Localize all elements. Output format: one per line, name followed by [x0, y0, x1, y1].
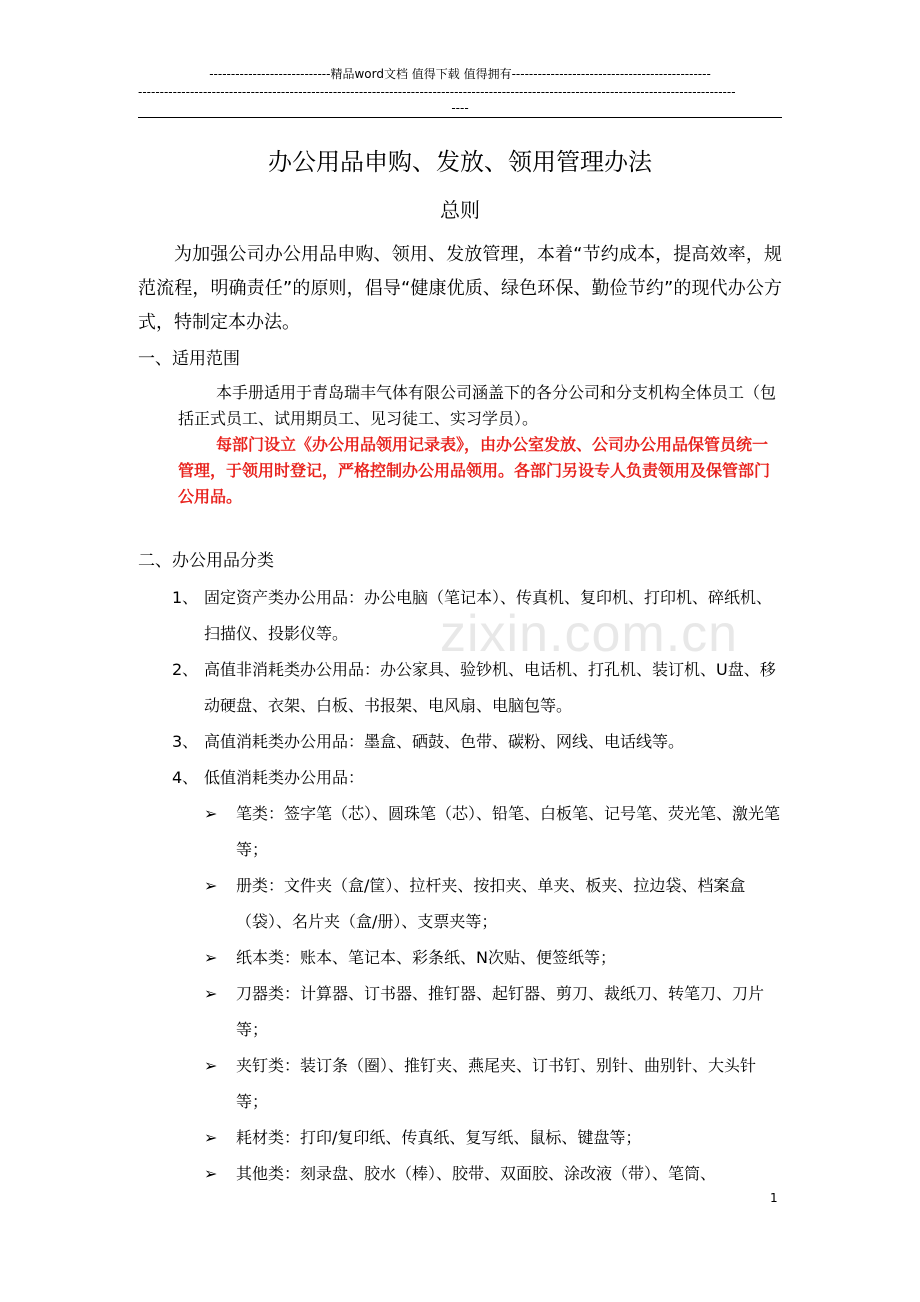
bullet-text: 耗材类：打印/复印纸、传真纸、复写纸、鼠标、键盘等； — [236, 1128, 642, 1147]
page-number: 1 — [770, 1191, 778, 1205]
document-title: 办公用品申购、发放、领用管理办法 — [268, 148, 652, 176]
header-banner: ----------------------------精品word文档 值得下载 值得拥有---------------------------------------------- — [209, 67, 711, 81]
item-number: 2、 — [172, 660, 199, 679]
arrow-bullet-icon: ➢ — [204, 1128, 218, 1147]
section1-record-paragraph: 每部门设立《办公用品领用记录表》，由办公室发放、公司办公用品保管员统一管理，于领用时登记，严格控制办公用品领用。各部门另设专人负责领用及保管部门公用品。 — [178, 435, 771, 506]
arrow-bullet-icon: ➢ — [204, 804, 218, 823]
intro-paragraph: 为加强公司办公用品申购、领用、发放管理，本着“节约成本，提高效率，规范流程，明确责任”的原则，倡导“健康优质、绿色环保、勤俭节约”的现代办公方式，特制定本办法。 — [138, 244, 782, 333]
header-rule — [138, 117, 782, 118]
item-number: 4、 — [172, 768, 199, 787]
section1-heading: 一、适用范围 — [138, 349, 240, 369]
item-text: 高值非消耗类办公用品：办公家具、验钞机、电话机、打孔机、装订机、U盘、移动硬盘、衣架、白板、书报架、电风扇、电脑包等。 — [204, 660, 776, 715]
bullet-text: 笔类：签字笔（芯）、圆珠笔（芯）、铅笔、白板笔、记号笔、荧光笔、激光笔等； — [236, 804, 781, 859]
arrow-bullet-icon: ➢ — [204, 1056, 218, 1075]
item-text: 低值消耗类办公用品： — [204, 768, 365, 787]
bullet-text: 其他类：刻录盘、胶水（棒）、胶带、双面胶、涂改液（带）、笔筒、 — [236, 1164, 717, 1183]
section-general: 总则 — [440, 198, 480, 222]
item-number: 3、 — [172, 732, 199, 751]
section2-heading: 二、办公用品分类 — [138, 551, 274, 571]
item-number: 1、 — [172, 588, 199, 607]
header-dashes: ------------------------------------------------------------------------------------------------------------------------------------------ — [138, 85, 736, 99]
arrow-bullet-icon: ➢ — [204, 1164, 218, 1183]
bullet-text: 纸本类：账本、笔记本、彩条纸、N次贴、便签纸等； — [236, 948, 616, 967]
header-dashes-tail: ---- — [451, 101, 469, 115]
arrow-bullet-icon: ➢ — [204, 948, 218, 967]
bullet-text: 册类：文件夹（盒/筐）、拉杆夹、按扣夹、单夹、板夹、拉边袋、档案盒（袋）、名片夹（盒/册）、支票夹等； — [236, 876, 746, 931]
arrow-bullet-icon: ➢ — [204, 876, 218, 895]
watermark: zixin.com.cn — [440, 605, 739, 663]
bullet-text: 夹钉类：装订条（圈）、推钉夹、燕尾夹、订书钉、别针、曲别针、大头针等； — [236, 1056, 757, 1111]
bullet-text: 刀器类：计算器、订书器、推钉器、起钉器、剪刀、裁纸刀、转笔刀、刀片等； — [236, 984, 765, 1039]
arrow-bullet-icon: ➢ — [204, 984, 218, 1003]
item-text: 固定资产类办公用品：办公电脑（笔记本）、传真机、复印机、打印机、碎纸机、扫描仪、投影仪等。 — [204, 588, 773, 643]
section1-scope-paragraph: 本手册适用于青岛瑞丰气体有限公司涵盖下的各分公司和分支机构全体员工（包括正式员工、试用期员工、见习徒工、实习学员）。 — [178, 383, 777, 428]
item-text: 高值消耗类办公用品：墨盒、硒鼓、色带、碳粉、网线、电话线等。 — [204, 732, 685, 751]
